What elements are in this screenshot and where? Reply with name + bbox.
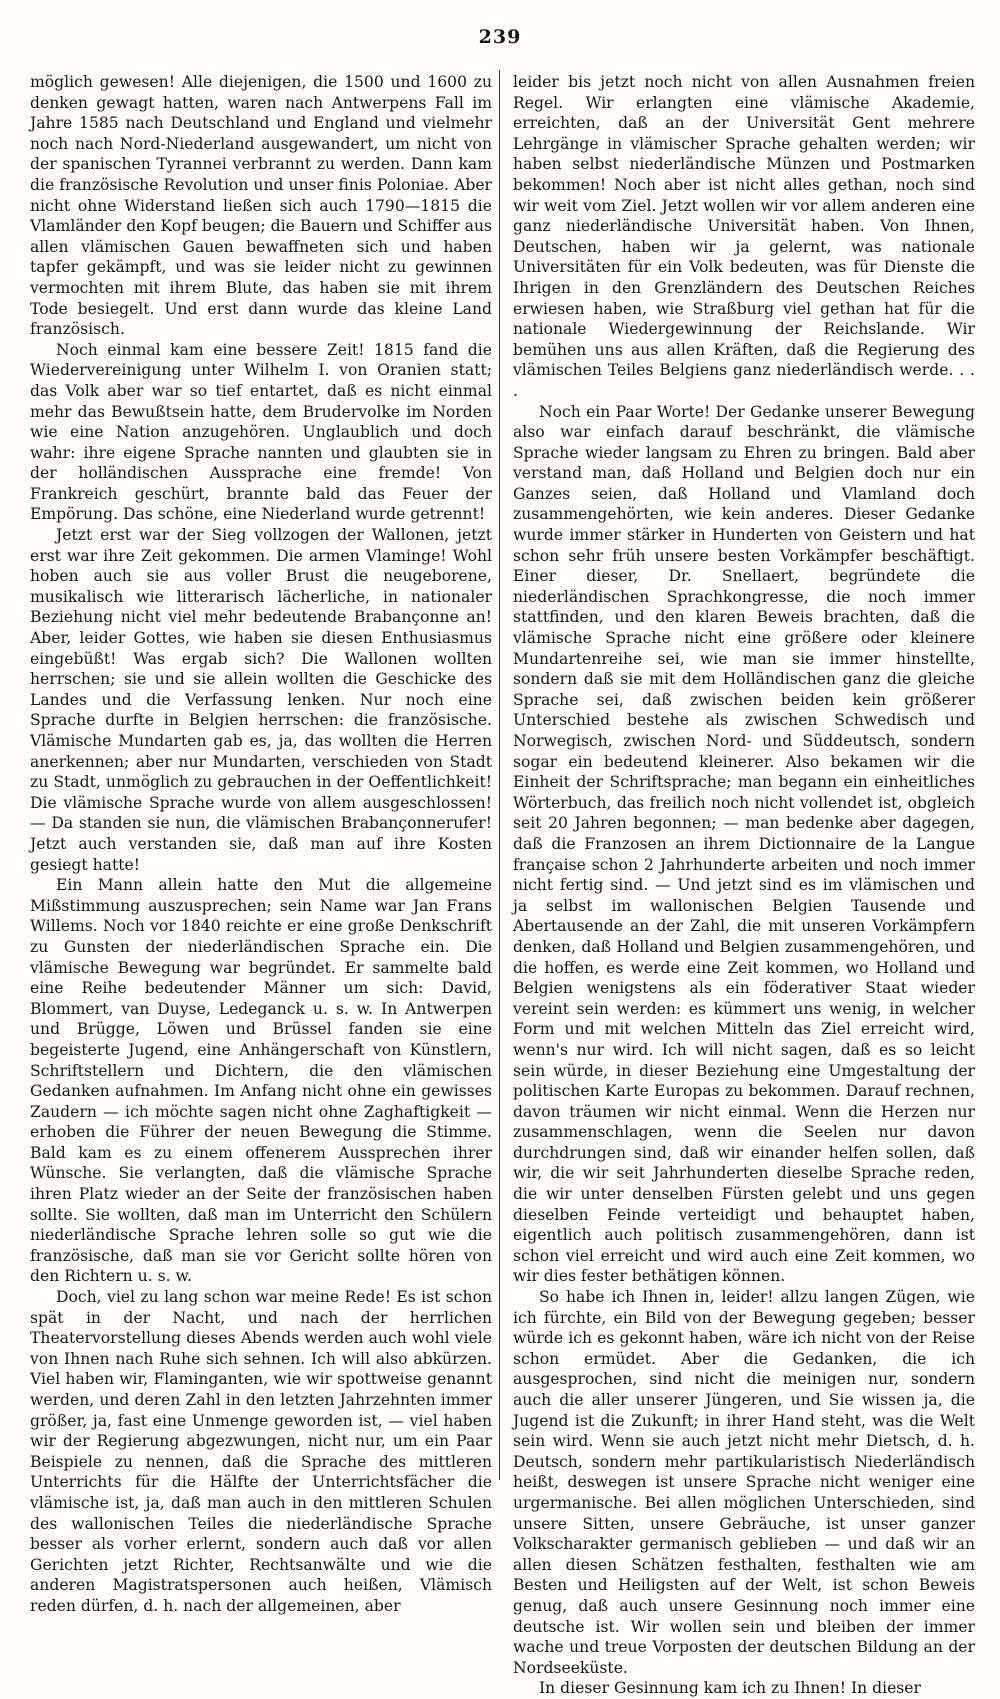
left-column: [30, 72, 492, 1617]
paragraph: möglich gewesen! Alle diejenigen, die 1500 und 1600 zu denken gewagt hatten, waren nach Antwerpens Fall im Jahre 1585 nach Deutschland und England und vielmehr noch nach Nord-Niederland ausgewandert, um nicht von der spanischen Tyrannei verbrannt zu werden. Dann kam die französische Revolution und unser finis Poloniae. Aber nicht ohne Widerstand ließen sich auch 1790—1815 die Vlamländer den Kopf beugen; die Bauern und Schiffer aus allen vlämischen Gauen bewaffneten sich und haben tapfer gekämpft, und was sie leider nicht zu gewinnen vermochten mit ihrem Blute, das haben sie mit ihrem Tode besiegelt. Und erst dann wurde das kleine Land französisch.: [30, 73, 492, 339]
paragraph: In dieser Gesinnung kam ich zu Ihnen! In dieser: [539, 1679, 921, 1698]
paragraph: Doch, viel zu lang schon war meine Rede! Es ist schon spät in der Nacht, und nach der herrlichen Theatervorstellung dieses Abends werden auch wohl viele von Ihnen nach Ruhe sich sehnen. Ich will also abkürzen. Viel haben wir, Flaminganten, wie wir spottweise genannt werden, und deren Zahl in den letzten Jahrzehnten immer größer, ja, fast eine Unmenge geworden ist, — viel haben wir der Regierung abgezwungen, nicht nur, um ein Paar Beispiele zu nennen, daß die Sprache des mittleren Unterrichts für die Hälfte der Unterrichtsfächer die vlämische ist, ja, daß man auch in den mittleren Schulen des wallonischen Teiles die niederländische Sprache besser als vorher erlernt, sondern auch daß vor allen Gerichten jetzt Richter, Rechtsanwälte und wie die anderen Magistratspersonen auch heißen, Vlämisch reden dürfen, d. h. nach der allgemeinen, aber: [30, 1288, 492, 1615]
paragraph: leider bis jetzt noch nicht von allen Ausnahmen freien Regel. Wir erlangten eine vlämische Akademie, erreichten, daß an der Universität Gent mehrere Lehrgänge in vlämischer Sprache gehalten werden; wir haben selbst niederländische Münzen und Postmarken bekommen! Noch aber ist nicht alles gethan, noch sind wir weit vom Ziel. Jetzt wollen wir vor allem anderen eine ganz niederländische Universität haben. Von Ihnen, Deutschen, haben wir ja gelernt, was nationale Universitäten für ein Volk bedeuten, was für Dienste die Ihrigen in den Grenzländern des Deutschen Reiches erwiesen haben, wie Straßburg viel gethan hat für die nationale Wiedergewinnung der Reichslande. Wir bemühen uns aus allen Kräften, daß die Regierung des vlämischen Teiles Belgiens ganz niederländisch werde. . . .: [513, 73, 975, 400]
right-column: [513, 72, 975, 1699]
paragraph: Noch ein Paar Worte! Der Gedanke unserer Bewegung also war einfach darauf beschränkt, die vlämische Sprache wieder langsam zu Ehren zu bringen. Bald aber verstand man, daß Holland und Belgien doch nur ein Ganzes seien, daß Holland und Vlamland doch zusammengehörten, wie kein anderes. Dieser Gedanke wurde immer stärker in Hunderten von Geistern und hat schon sehr früh unsere besten Vorkämpfer beschäftigt. Einer dieser, Dr. Snellaert, begründete die niederländischen Sprachkongresse, die noch immer stattfinden, und den klaren Beweis brachten, daß die vlämische Sprache nicht eine größere oder kleinere Mundartenreihe sei, wie man sie immer hinstellte, sondern daß sie mit dem Holländischen ganz die gleiche Sprache sei, daß zwischen beiden kein größerer Unterschied bestehe als zwischen Schwedisch und Norwegisch, zwischen Nord- und Süddeutsch, sondern sogar ein bedeutend kleinerer. Also bekamen wir die Einheit der Schriftsprache; man begann ein einheitliches Wörterbuch, das freilich noch nicht vollendet ist, obgleich seit 20 Jahren begonnen; — man bedenke aber dagegen, daß die Franzosen an ihrem Dictionnaire de la Langue française schon 2 Jahrhunderte arbeiten und noch immer nicht fertig sind. — Und jetzt sind es im vlämischen und ja selbst im wallonischen Belgien Tausende und Abertausende an der Zahl, die mit unseren Vorkämpfern denken, daß Holland und Belgien zusammengehören, und die hoffen, es werde eine Zeit kommen, wo Holland und Belgien wenigstens als ein föderativer Staat wieder vereint sein werden: es kümmert uns wenig, in welcher Form und mit welchen Mitteln das Ziel erreicht wird, wenn's nur wird. Ich will nicht sagen, daß es so leicht sein würde, in dieser Beziehung eine Umgestaltung der politischen Karte Europas zu bekommen. Darauf rechnen, davon träumen wir nicht einmal. Wenn die Herzen nur zusammenschlagen, wenn die Seelen nur davon durchdrungen sind, daß wir einander helfen sollen, daß wir, die wir seit Jahrhunderten dieselbe Sprache reden, die wir unter denselben Fürsten gelebt und uns gegen dieselben Feinde verteidigt und behauptet haben, eigentlich auch politisch zusammengehören, dann ist schon viel erreicht und wird auch eine Zeit kommen, wo wir dies fester bethätigen können.: [513, 402, 975, 1286]
page-number: 239: [478, 26, 522, 48]
paragraph: Jetzt erst war der Sieg vollzogen der Wallonen, jetzt erst war ihre Zeit gekommen. Die armen Vlaminge! Wohl hoben auch sie aus voller Brust die neugeborene, musikalisch wie litterarisch lächerliche, in nationaler Beziehung nicht viel mehr bedeutende Brabançonne an! Aber, leider Gottes, wie haben sie diesen Enthusiasmus eingebüßt! Was ergab sich? Die Wallonen wollten herrschen; sie und sie allein wollten die Geschicke des Landes und die Verfassung lenken. Nur noch eine Sprache durfte in Belgien herrschen: die französische. Vlämische Mundarten gab es, ja, das wollten die Herren anerkennen; aber nur Mundarten, verschieden von Stadt zu Stadt, unmöglich zu gebrauchen in der Oeffentlichkeit! Die vlämische Sprache wurde von allem ausgeschlossen! — Da standen sie nun, die vlämischen Brabançonnerufer! Jetzt auch verstanden sie, daß man auf ihre Kosten gesiegt hatte!: [30, 526, 492, 874]
column-divider: [499, 70, 500, 1480]
paragraph: So habe ich Ihnen in, leider! allzu langen Zügen, wie ich fürchte, ein Bild von der Bewegung gegeben; besser würde ich es gekonnt haben, wäre ich nicht von der Reise schon ermüdet. Aber die Gedanken, die ich ausgesprochen, sind nicht die meinigen nur, sondern auch die aller unserer Jüngeren, und Sie wissen ja, die Jugend ist die Zukunft; in ihrer Hand steht, was die Welt sein wird. Wenn sie auch jetzt nicht mehr Dietsch, d. h. Deutsch, sondern mehr partikularistisch Niederländisch heißt, deswegen ist unsere Sprache nicht weniger eine urgermanische. Bei allen möglichen Unterschieden, sind unsere Sitten, unsere Gebräuche, ist unser ganzer Volkscharakter germanisch geblieben — und daß wir an allen diesen Schätzen festhalten, festhalten wie am Besten und Heiligsten auf der Welt, ist schon Beweis genug, daß auch unsere Gesinnung noch immer eine deutsche ist. Wir wollen sein und bleiben der immer wache und treue Vorposten der deutschen Bildung an der Nordseeküste.: [513, 1288, 975, 1677]
paragraph: Ein Mann allein hatte den Mut die allgemeine Mißstimmung auszusprechen; sein Name war Jan Frans Willems. Noch vor 1840 reichte er eine große Denkschrift zu Gunsten der niederländischen Sprache ein. Die vlämische Bewegung war begründet. Er sammelte bald eine Reihe bedeutender Männer um sich: David, Blommert, van Duyse, Ledeganck u. s. w. In Antwerpen und Brügge, Löwen und Brüssel fanden sie eine begeisterte Jugend, eine Anhängerschaft von Künstlern, Schriftstellern und Dichtern, die den vlämischen Gedanken aufnahmen. Im Anfang nicht ohne ein gewisses Zaudern — ich möchte sagen nicht ohne Zaghaftigkeit — erhoben die Führer der neuen Bewegung die Stimme. Bald kam es zu einem offenerem Aussprechen ihrer Wünsche. Sie verlangten, daß die vlämische Sprache ihren Platz wieder an der Seite der französischen haben sollte. Sie wollten, daß man im Unterricht den Schülern niederländische Sprache lehren solle so gut wie die französische, daß man sie vor Gericht sollte hören von den Richtern u. s. w.: [30, 876, 492, 1286]
paragraph: Noch einmal kam eine bessere Zeit! 1815 fand die Wiedervereinigung unter Wilhelm I. von Oranien statt; das Volk aber war so tief entartet, daß es nicht einmal mehr das Bewußtsein hatte, dem Brudervolke im Norden wie eine Nation anzugehören. Unglaublich und doch wahr: ihre eigene Sprache nannten und glaubten sie in der holländischen Aussprache eine fremde! Von Frankreich geschürt, brannte bald das Feuer der Empörung. Das schöne, eine Niederland wurde getrennt!: [30, 340, 492, 524]
